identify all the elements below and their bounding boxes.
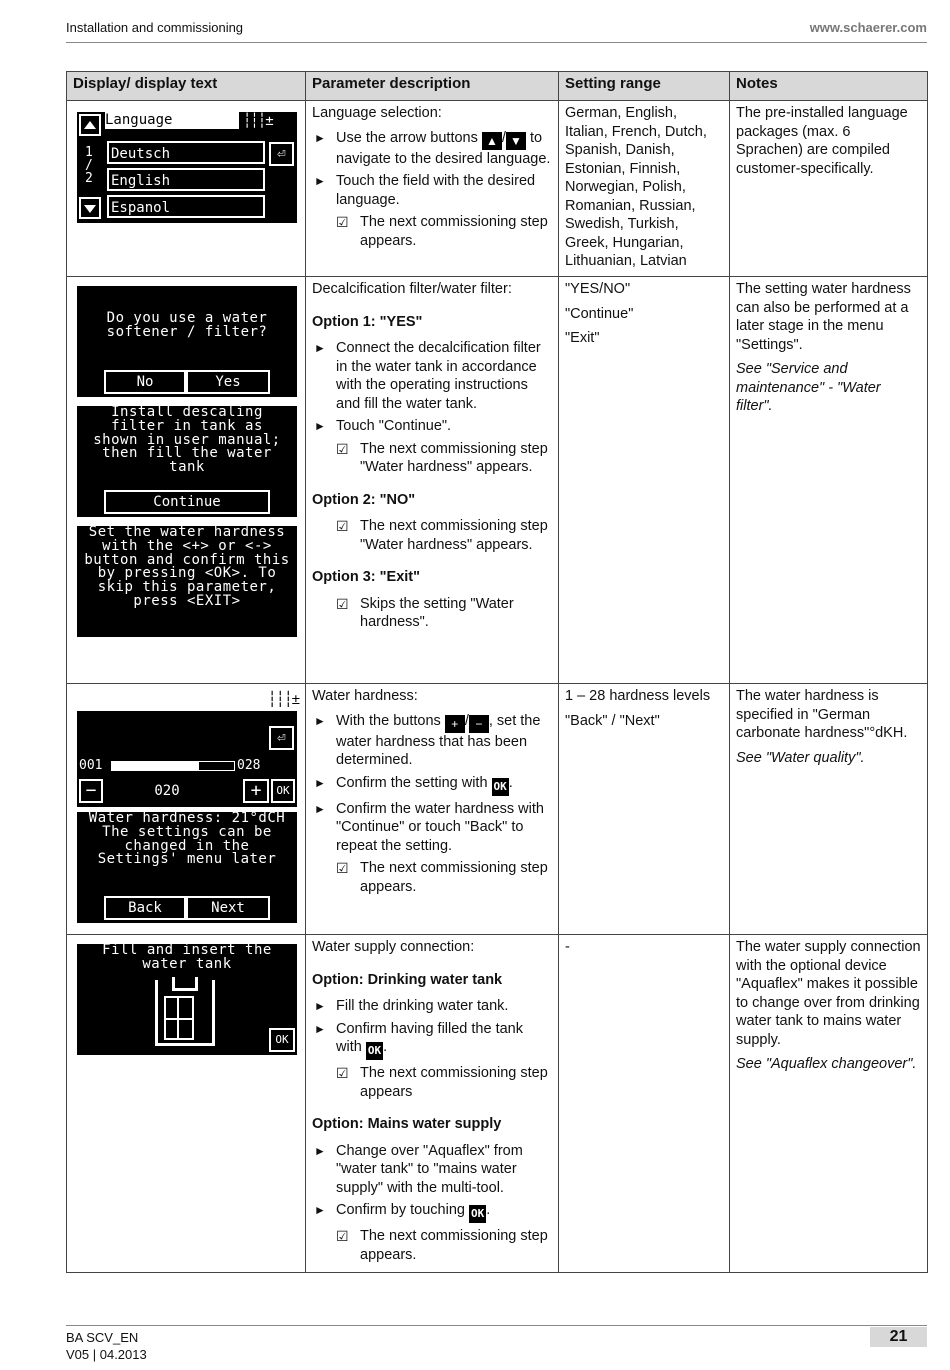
result-text: The next commissioning step appears. [360, 860, 548, 895]
range-value: 1 – 28 hardness levels [565, 688, 711, 704]
table-row-filter [67, 277, 928, 684]
ok-button-icon: OK [366, 1042, 383, 1060]
step-text: Confirm the water hardness with "Continue" or touch "Back" to repeat the setting. [336, 800, 544, 854]
triangle-right-icon: ► [314, 174, 326, 188]
description-cell [306, 935, 559, 1273]
triangle-right-icon: ► [314, 999, 326, 1013]
step-text: Change over "Aquaflex" from "water tank" to "mains water supply" with the multi-tool. [336, 1142, 523, 1196]
result-text: The next commissioning step appears. [360, 214, 548, 249]
instruction-step: ► Confirm the setting with OK . [312, 774, 552, 796]
notes-cell: The pre-installed language packages (max. 6 Sprachen) are compiled customer-specifically. [730, 101, 928, 277]
table-row-water-supply [67, 935, 928, 1273]
triangle-right-icon: ► [314, 1021, 326, 1036]
instruction-step [312, 172, 552, 209]
result-text: The next commissioning step appears. [360, 1228, 548, 1263]
table-header-row [67, 72, 928, 101]
screen-text: Water hardness: 21°dCH The settings can be changed in the Settings' menu later [88, 810, 286, 868]
minus-button-icon[interactable]: − [79, 779, 103, 803]
option-heading: Option 1: "YES" [312, 313, 423, 330]
footer-doc-info [66, 1329, 147, 1363]
footer-version: V05 | 04.2013 [66, 1347, 147, 1362]
softener-question-screen [77, 286, 297, 397]
hardness-slider-fill [112, 762, 199, 770]
instruction-step: ► Confirm by touching OK . [312, 1201, 552, 1223]
continue-button[interactable]: Continue [104, 490, 270, 514]
instruction-step [312, 1142, 552, 1198]
step-text: Use the arrow buttons [336, 129, 478, 146]
range-value: "Exit" [565, 330, 600, 346]
hardness-result-screen [77, 812, 297, 923]
triangle-right-icon: ► [314, 713, 326, 728]
column-header: Parameter description [306, 72, 559, 101]
screen-text: Set the water hardness with the <+> or <-> button and confirm this by pressing <OK>. To skip this parameter, press <EXIT> [84, 524, 290, 609]
instruction-step: ► Confirm having filled the tank with OK . [312, 1020, 552, 1061]
instruction-step [312, 417, 552, 436]
description-intro: Language selection: [312, 105, 442, 121]
water-tank-icon [155, 980, 215, 1046]
display-cell [67, 101, 306, 277]
install-filter-screen [77, 406, 297, 517]
checkbox-icon: ☑ [336, 440, 349, 457]
back-button[interactable]: Back [104, 896, 186, 920]
page-number: 21 [870, 1327, 927, 1347]
triangle-right-icon: ► [314, 341, 326, 355]
range-value: "Back" / "Next" [565, 712, 660, 729]
minus-button-icon: − [469, 715, 489, 733]
hardness-screen-wrap [77, 690, 301, 807]
down-arrow-icon[interactable] [79, 197, 101, 219]
language-option-espanol[interactable]: Espanol [107, 195, 265, 218]
checkbox-icon: ☑ [336, 1065, 349, 1081]
notes-cell [730, 935, 928, 1273]
checkbox-icon: ☑ [336, 214, 349, 230]
range-value: "YES/NO" [565, 281, 631, 297]
header-rule [66, 42, 927, 43]
result-line [312, 595, 552, 632]
range-cell: German, English, Italian, French, Dutch, Spanish, Danish, Estonian, Finnish, Norwegian, Polish, Romanian, Russian, Swedish, Turkish, Greek, Hungarian, Lithuanian, Latvian [559, 101, 730, 277]
yes-button[interactable]: Yes [186, 370, 270, 394]
range-cell [559, 277, 730, 684]
checkbox-icon: ☑ [336, 860, 349, 876]
hardness-screen [77, 711, 297, 807]
result-line [312, 440, 552, 477]
up-arrow-button-icon: ▲ [482, 132, 502, 150]
display-cell [67, 277, 306, 684]
table-row-water-hardness [67, 684, 928, 935]
checkbox-icon: ☑ [336, 518, 349, 534]
triangle-right-icon: ► [314, 801, 326, 816]
page-indicator [85, 146, 93, 185]
result-text: The next commissioning step "Water hardness" appears. [360, 440, 548, 475]
page-current: 1 [85, 145, 93, 160]
next-button[interactable]: Next [186, 896, 270, 920]
triangle-right-icon: ► [314, 1143, 326, 1158]
header-url: www.schaerer.com [809, 20, 927, 35]
instruction-step [312, 800, 552, 856]
result-text: Skips the setting "Water hardness". [360, 595, 514, 630]
step-text: Confirm the setting with [336, 774, 488, 791]
result-text: The next commissioning step appears [360, 1065, 548, 1100]
option-heading: Option 3: "Exit" [312, 569, 420, 585]
step-text: Confirm by touching [336, 1202, 465, 1218]
language-screen [77, 112, 297, 223]
back-enter-icon[interactable]: ⏎ [269, 142, 294, 166]
settings-sliders-icon: ┆┆┆± [243, 113, 273, 129]
step-text: Fill the drinking water tank. [336, 998, 509, 1014]
hardness-slider-track[interactable] [111, 761, 235, 771]
notes-cell [730, 684, 928, 935]
page-separator: / [85, 158, 93, 173]
display-cell [67, 935, 306, 1273]
display-cell [67, 684, 306, 935]
plus-button-icon: + [445, 715, 465, 733]
page-total: 2 [85, 171, 93, 186]
hardness-min: 001 [79, 758, 103, 773]
notes-cell [730, 277, 928, 684]
option-heading: Option: Drinking water tank [312, 971, 503, 988]
set-hardness-info-screen [77, 526, 297, 637]
range-value: "Continue" [565, 305, 634, 322]
language-option-english[interactable]: English [107, 168, 265, 191]
result-text: The next commissioning step "Water hardness" appears. [360, 518, 548, 553]
instruction-step [312, 997, 552, 1016]
description-intro: Water hardness: [312, 688, 418, 704]
triangle-right-icon: ► [314, 775, 326, 790]
result-line [312, 1064, 552, 1101]
result-line [312, 517, 552, 554]
fill-tank-screen [77, 944, 297, 1055]
note-text: The water hardness is specified in "German carbonate hardness"°dKH. [736, 688, 908, 741]
checkbox-icon: ☑ [336, 1228, 349, 1244]
description-cell [306, 101, 559, 277]
triangle-right-icon: ► [314, 130, 326, 145]
instruction-step: ► With the buttons + / − , set the water hardness that has been determined. [314, 712, 541, 768]
up-arrow-icon [79, 114, 101, 136]
hardness-value: 020 [154, 783, 180, 799]
screen-text: Fill and insert the water tank [102, 942, 272, 972]
triangle-right-icon: ► [314, 419, 326, 433]
header-left: Installation and commissioning [66, 20, 244, 35]
range-cell [559, 684, 730, 935]
note-reference: See "Water quality". [736, 749, 865, 766]
settings-sliders-icon: ┆┆┆± [267, 691, 299, 708]
no-button[interactable]: No [104, 370, 186, 394]
hardness-max: 028 [237, 758, 261, 773]
footer-rule [66, 1325, 927, 1326]
range-cell: - [559, 935, 730, 1273]
instruction-step [312, 339, 552, 413]
step-text: With the buttons [336, 712, 441, 729]
ok-button[interactable]: OK [269, 1028, 295, 1052]
step-text: Confirm having filled the tank with [336, 1020, 523, 1055]
table-row-language [67, 101, 928, 277]
result-line [312, 859, 552, 896]
screen-text: Do you use a water softener / filter? [106, 310, 268, 340]
description-cell [306, 277, 559, 684]
note-text: The setting water hardness can also be performed at a later stage in the menu "Settings". [736, 281, 911, 353]
column-header: Display/ display text [67, 72, 306, 101]
instruction-step: ► Use the arrow buttons ▲ / ▼ to navigate to the desired language. [314, 129, 551, 167]
description-intro: Decalcification filter/water filter: [312, 281, 512, 297]
note-reference: See "Service and maintenance" - "Water filter". [736, 361, 881, 414]
result-line [312, 213, 552, 250]
triangle-right-icon: ► [314, 1203, 326, 1217]
option-heading: Option 2: "NO" [312, 491, 416, 508]
footer-doc-id: BA SCV_EN [66, 1330, 139, 1345]
note-text: The water supply connection with the optional device "Aquaflex" makes it possible to change over from drinking water tank to mains water supply. [736, 939, 921, 1048]
column-header: Notes [730, 72, 928, 101]
result-line [312, 1227, 552, 1264]
description-cell [306, 684, 559, 935]
ok-button-icon: OK [492, 778, 509, 796]
step-text: , set the water hardness that has been determined. [336, 712, 541, 768]
commissioning-table [66, 71, 928, 1273]
step-text: Connect the decalcification filter in the water tank in accordance with the operating instructions and fill the water tank. [336, 340, 541, 412]
checkbox-icon: ☑ [336, 595, 349, 612]
language-option-deutsch[interactable]: Deutsch [107, 141, 265, 164]
screen-text: Install descaling filter in tank as shown in user manual; then fill the water tank [93, 404, 281, 476]
down-arrow-button-icon: ▼ [506, 132, 526, 150]
ok-button[interactable]: OK [271, 779, 295, 803]
step-text: Touch "Continue". [336, 418, 452, 434]
step-text: Touch the field with the desired language. [336, 173, 536, 208]
note-reference: See "Aquaflex changeover". [736, 1056, 917, 1072]
step-text: to navigate to the desired language. [336, 129, 551, 167]
plus-button-icon[interactable]: + [243, 779, 269, 803]
description-intro: Water supply connection: [312, 939, 475, 955]
back-enter-icon[interactable]: ⏎ [269, 726, 294, 750]
option-heading: Option: Mains water supply [312, 1116, 502, 1132]
ok-button-icon: OK [469, 1205, 486, 1223]
language-title: Language [105, 112, 239, 129]
column-header: Setting range [559, 72, 730, 101]
